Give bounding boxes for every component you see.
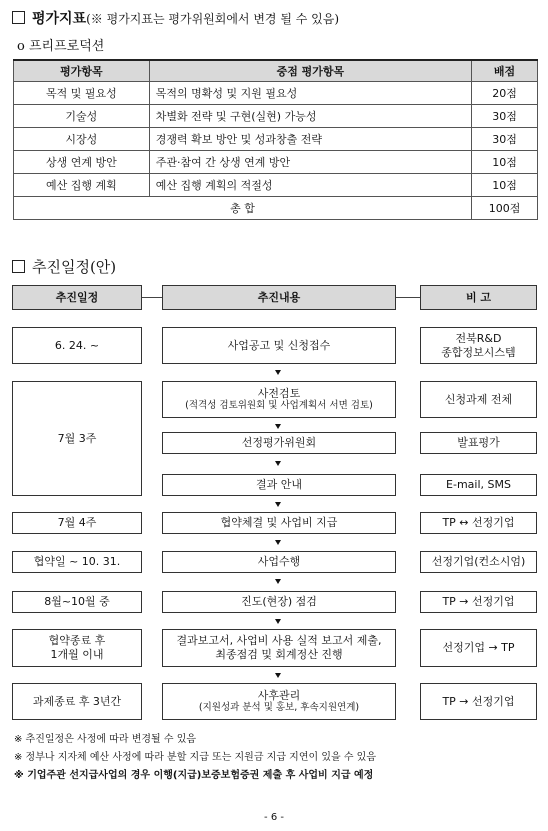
row-focus: 목적의 명확성 및 지원 필요성 [149, 82, 471, 105]
schedule-date-5: 8월~10월 중 [12, 591, 142, 613]
title-note: (※ 평가지표는 평가위원회에서 변경 될 수 있음) [86, 12, 340, 26]
schedule-content-6: 사업수행 [162, 551, 396, 573]
content-line: 사후관리 [257, 688, 301, 702]
row-score: 30점 [472, 105, 538, 128]
subtitle-preproduction: o 프리프로덕션 [17, 39, 105, 54]
down-arrow-icon [275, 424, 281, 429]
schedule-date-6 [12, 629, 142, 667]
schedule-content-4: 결과 안내 [162, 474, 396, 496]
table-row [14, 82, 538, 105]
schedule-remark-9: TP → 선정기업 [420, 683, 537, 720]
row-score: 10점 [472, 151, 538, 174]
schedule-remark-2: 신청과제 전체 [420, 381, 537, 418]
content-line: (지원성과 분석 및 홍보, 후속지원연계) [198, 702, 360, 714]
schedule-remark-3: 발표평가 [420, 432, 537, 454]
schedule-content-7: 진도(현장) 점검 [162, 591, 396, 613]
table-header-row [14, 60, 538, 82]
content-line: 결과보고서, 사업비 사용 실적 보고서 제출, [176, 634, 382, 648]
schedule-header-date: 추진일정 [12, 285, 142, 310]
evaluation-table [13, 59, 538, 220]
schedule-content-3: 선정평가위원회 [162, 432, 396, 454]
footnote-2: ※ 정부나 지자체 예산 사정에 따라 분할 지급 또는 지원금 지급 지연이 있을 수 있음 [14, 752, 377, 763]
footnote-1: ※ 추진일정은 사정에 따라 변경될 수 있음 [14, 734, 197, 745]
table-row [14, 151, 538, 174]
date-line: 1개월 이내 [50, 648, 104, 661]
schedule-remark-8: 선정기업 → TP [420, 629, 537, 667]
row-item: 상생 연계 방안 [14, 151, 150, 174]
content-line: 최종점검 및 회계정산 진행 [215, 648, 343, 661]
total-value: 100점 [472, 197, 538, 220]
schedule-header-content: 추진내용 [162, 285, 396, 310]
table-row [14, 128, 538, 151]
section-title-schedule: 추진일정(안) [32, 258, 117, 276]
schedule-date-1: 6. 24. ~ [12, 327, 142, 364]
header-score: 배점 [472, 60, 538, 82]
row-item: 시장성 [14, 128, 150, 151]
table-row [14, 174, 538, 197]
content-line: 사전검토 [257, 386, 301, 400]
row-score: 20점 [472, 82, 538, 105]
remark-line: 종합정보시스템 [441, 345, 516, 359]
schedule-date-4: 협약일 ~ 10. 31. [12, 551, 142, 573]
row-score: 10점 [472, 174, 538, 197]
down-arrow-icon [275, 540, 281, 545]
footnote-3: ※ 기업주관 선지급사업의 경우 이행(지급)보증보험증권 제출 후 사업비 지급 예정 [14, 770, 374, 781]
schedule-content-2 [162, 381, 396, 418]
row-item: 목적 및 필요성 [14, 82, 150, 105]
header-item: 평가항목 [14, 60, 150, 82]
down-arrow-icon [275, 579, 281, 584]
section-checkbox-icon [12, 11, 25, 24]
row-focus: 차별화 전략 및 구현(실현) 가능성 [149, 105, 471, 128]
schedule-content-9 [162, 683, 396, 720]
date-line: 협약종료 후 [48, 634, 106, 648]
schedule-date-7: 과제종료 후 3년간 [12, 683, 142, 720]
schedule-content-8 [162, 629, 396, 667]
section-checkbox-icon [12, 260, 25, 273]
row-score: 30점 [472, 128, 538, 151]
row-item: 예산 집행 계획 [14, 174, 150, 197]
schedule-date-2: 7월 3주 [12, 381, 142, 496]
down-arrow-icon [275, 502, 281, 507]
table-total-row [14, 197, 538, 220]
row-focus: 주관·참여 간 상생 연계 방안 [149, 151, 471, 174]
down-arrow-icon [275, 673, 281, 678]
row-item: 기술성 [14, 105, 150, 128]
down-arrow-icon [275, 461, 281, 466]
title-text: 평가지표 [32, 11, 87, 27]
schedule-content-5: 협약체결 및 사업비 지급 [162, 512, 396, 534]
header-connector [396, 297, 420, 298]
schedule-date-3: 7월 4주 [12, 512, 142, 534]
remark-line: 전북R&D [455, 331, 502, 345]
page-number: - 6 - [264, 812, 284, 823]
section-title-evaluation [32, 8, 339, 28]
down-arrow-icon [275, 619, 281, 624]
header-focus: 중점 평가항목 [149, 60, 471, 82]
down-arrow-icon [275, 370, 281, 375]
total-label: 총 합 [14, 197, 472, 220]
schedule-remark-4: E-mail, SMS [420, 474, 537, 496]
schedule-remark-1 [420, 327, 537, 364]
table-row [14, 105, 538, 128]
schedule-content-1: 사업공고 및 신청접수 [162, 327, 396, 364]
schedule-remark-5: TP ↔ 선정기업 [420, 512, 537, 534]
row-focus: 경쟁력 확보 방안 및 성과창출 전략 [149, 128, 471, 151]
schedule-header-remarks: 비 고 [420, 285, 537, 310]
content-line: (적격성 검토위원회 및 사업계획서 서면 검토) [185, 400, 373, 412]
row-focus: 예산 집행 계획의 적절성 [149, 174, 471, 197]
schedule-remark-7: TP → 선정기업 [420, 591, 537, 613]
header-connector [142, 297, 162, 298]
schedule-remark-6: 선정기업(컨소시엄) [420, 551, 537, 573]
